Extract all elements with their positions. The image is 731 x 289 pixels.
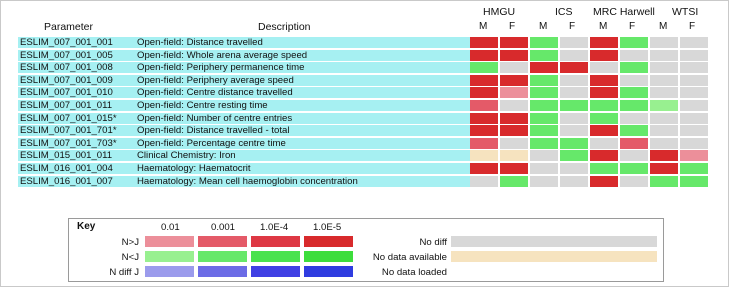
result-cell [500,62,528,73]
threshold-label: 1.0E-5 [313,222,342,233]
result-cell [620,163,648,174]
key-swatch [145,251,194,262]
parameter-description: Open-field: Centre resting time [134,100,470,111]
key-row-label: N<J [121,252,139,263]
result-cell [680,163,708,174]
parameter-code: ESLIM_007_001_011 [18,100,134,111]
result-cell [590,62,618,73]
parameter-code: ESLIM_007_001_703* [18,138,134,149]
sex-label: F [509,21,516,32]
threshold-label: 1.0E-4 [260,222,289,233]
table-row [18,113,711,124]
parameter-description: Clinical Chemistry: Iron [134,150,470,161]
parameter-description: Haematology: Haematocrit [134,163,470,174]
result-cell [650,37,678,48]
table-row [18,138,711,149]
result-cell [680,87,708,98]
result-cell [680,75,708,86]
result-cell [470,163,498,174]
result-cell [530,75,558,86]
sex-label: F [689,21,696,32]
result-cell [470,125,498,136]
parameter-description: Open-field: Centre distance travelled [134,87,470,98]
result-cell [650,163,678,174]
result-cell [620,100,648,111]
result-cell [650,113,678,124]
key-row-label: N diff J [109,267,139,278]
result-cell [470,100,498,111]
result-cell [530,100,558,111]
table-row [18,37,711,48]
result-cell [500,176,528,187]
parameter-header: Parameter [44,21,94,33]
result-cell [530,138,558,149]
parameter-code: ESLIM_007_001_001 [18,37,134,48]
result-cell [680,138,708,149]
result-cell [560,37,588,48]
sex-label: M [479,21,488,32]
parameter-description: Open-field: Periphery permanence time [134,62,470,73]
key-swatch [145,266,194,277]
result-cell [590,75,618,86]
parameter-description: Open-field: Periphery average speed [134,75,470,86]
sex-label: F [629,21,636,32]
result-cell [590,37,618,48]
result-cell [530,87,558,98]
centre-label-wtsi: WTSI [672,6,699,18]
parameter-description: Haematology: Mean cell haemoglobin concentration [134,176,470,187]
result-cell [560,113,588,124]
result-cell [530,176,558,187]
key-swatch [304,266,353,277]
result-cell [650,62,678,73]
result-cell [560,138,588,149]
result-cell [650,150,678,161]
result-cell [500,37,528,48]
result-cell [620,50,648,61]
key-swatch [198,251,247,262]
parameter-description: Open-field: Distance travelled [134,37,470,48]
sex-label: M [659,21,668,32]
result-cell [620,113,648,124]
result-cell [500,138,528,149]
result-cell [620,125,648,136]
key-swatch [251,251,300,262]
result-cell [560,50,588,61]
key-box [68,218,664,282]
result-cell [620,37,648,48]
sex-label: M [539,21,548,32]
result-cell [500,50,528,61]
centre-label-mrc-harwell: MRC Harwell [593,6,655,18]
result-cell [620,87,648,98]
result-cell [620,75,648,86]
legend-swatch [451,251,657,262]
centre-label-hmgu: HMGU [483,6,516,18]
result-cell [590,138,618,149]
result-cell [620,62,648,73]
threshold-label: 0.001 [211,222,236,233]
table-row [18,100,711,111]
key-row-label: N>J [121,237,139,248]
result-cell [620,176,648,187]
result-cell [650,138,678,149]
description-header: Description [258,21,311,33]
result-cell [530,37,558,48]
legend-swatch [451,236,657,247]
result-cell [650,100,678,111]
result-cell [500,75,528,86]
result-cell [680,125,708,136]
result-cell [680,176,708,187]
result-cell [500,150,528,161]
result-cell [590,125,618,136]
key-swatch [198,266,247,277]
result-cell [560,150,588,161]
result-cell [560,176,588,187]
table-row [18,75,711,86]
table-row [18,150,711,161]
legend-label: No diff [419,237,447,248]
threshold-label: 0.01 [161,222,180,233]
result-cell [590,113,618,124]
result-cell [590,50,618,61]
result-cell [500,100,528,111]
parameter-description: Open-field: Whole arena average speed [134,50,470,61]
result-cell [680,37,708,48]
result-cell [500,113,528,124]
result-cell [680,50,708,61]
result-cell [530,150,558,161]
result-cell [560,125,588,136]
key-swatch [304,251,353,262]
result-cell [680,150,708,161]
table-row [18,62,711,73]
parameter-code: ESLIM_007_001_008 [18,62,134,73]
result-cell [560,75,588,86]
parameter-code: ESLIM_016_001_007 [18,176,134,187]
parameter-code: ESLIM_007_001_009 [18,75,134,86]
key-swatch [251,266,300,277]
result-cell [650,125,678,136]
result-cell [530,50,558,61]
result-cell [530,125,558,136]
result-cell [470,62,498,73]
result-cell [650,50,678,61]
result-cell [560,100,588,111]
result-cell [470,87,498,98]
result-cell [620,138,648,149]
result-cell [680,113,708,124]
parameter-code: ESLIM_007_001_005 [18,50,134,61]
result-cell [650,176,678,187]
centre-label-ics: ICS [555,6,573,18]
key-swatch [145,236,194,247]
parameter-code: ESLIM_007_001_010 [18,87,134,98]
result-cell [500,87,528,98]
parameter-description: Open-field: Percentage centre time [134,138,470,149]
result-cell [500,163,528,174]
key-swatch [251,236,300,247]
result-cell [560,87,588,98]
sex-label: M [599,21,608,32]
parameter-code: ESLIM_015_001_011 [18,150,134,161]
result-cell [650,75,678,86]
parameter-code: ESLIM_016_001_004 [18,163,134,174]
parameter-description: Open-field: Distance travelled - total [134,125,470,136]
result-cell [470,150,498,161]
parameter-description: Open-field: Number of centre entries [134,113,470,124]
result-cell [560,163,588,174]
key-swatch [198,236,247,247]
table-row [18,176,711,187]
key-swatch [304,236,353,247]
result-cell [470,113,498,124]
legend-label: No data loaded [381,267,447,278]
table-row [18,125,711,136]
result-cell [470,176,498,187]
sex-label: F [569,21,576,32]
result-cell [590,163,618,174]
result-cell [530,163,558,174]
legend-label: No data available [372,252,447,263]
result-cell [680,100,708,111]
result-cell [650,87,678,98]
key-title: Key [77,221,96,232]
table-row [18,87,711,98]
result-cell [590,87,618,98]
result-cell [500,125,528,136]
result-cell [530,62,558,73]
result-cell [560,62,588,73]
legend-swatch [451,266,657,277]
result-cell [470,138,498,149]
table-row [18,163,711,174]
parameter-code: ESLIM_007_001_701* [18,125,134,136]
result-cell [680,62,708,73]
result-cell [470,37,498,48]
table-row [18,50,711,61]
result-cell [590,176,618,187]
parameter-code: ESLIM_007_001_015* [18,113,134,124]
result-cell [470,50,498,61]
result-cell [590,150,618,161]
result-cell [620,150,648,161]
result-cell [530,113,558,124]
result-cell [470,75,498,86]
result-cell [590,100,618,111]
